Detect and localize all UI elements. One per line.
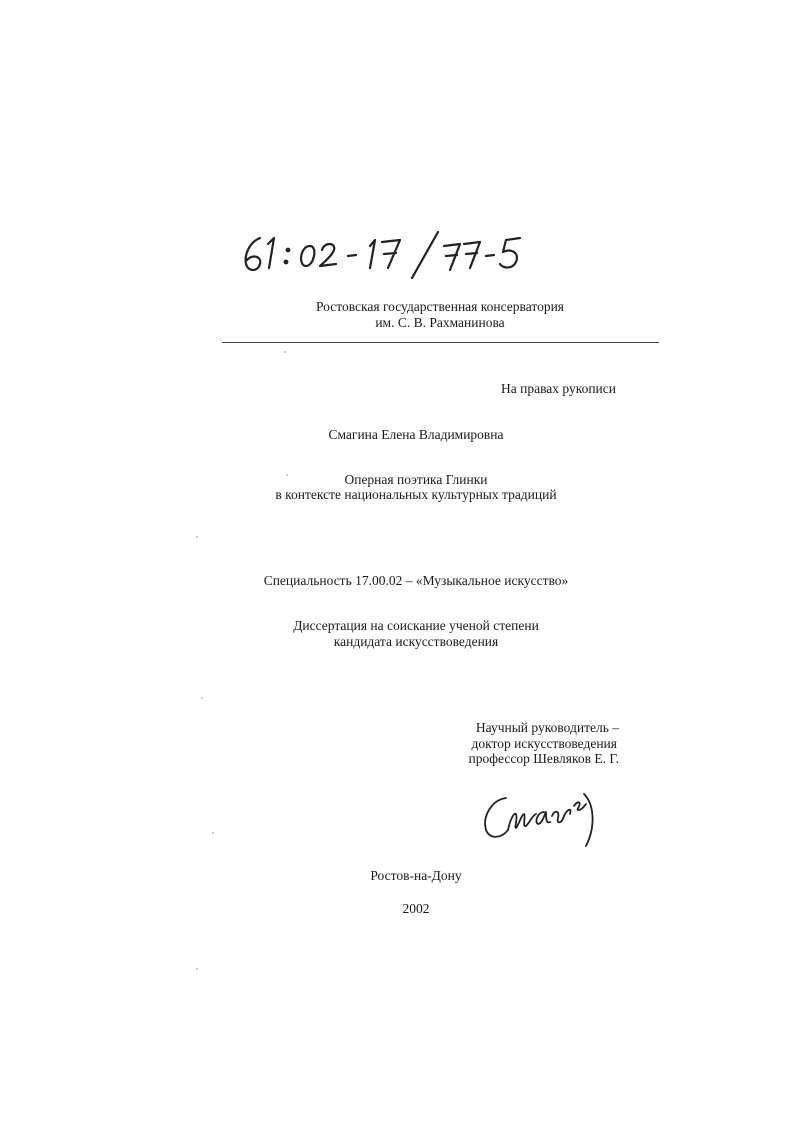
- author-name: Смагина Елена Владимировна: [328, 427, 504, 442]
- scan-speck: [196, 536, 198, 538]
- scan-speck: [196, 968, 198, 970]
- institution-name: Ростовская государственная консерватория: [316, 299, 564, 314]
- degree-line-2: кандидата искусствоведения: [333, 634, 499, 649]
- scan-speck: [284, 351, 286, 353]
- header-divider: [222, 342, 659, 343]
- degree-line-1: Диссертация на соискание ученой степени: [293, 618, 539, 633]
- scan-speck: [201, 697, 203, 699]
- dissertation-title-line-1: Оперная поэтика Глинки: [344, 472, 488, 487]
- supervisor-name: профессор Шевляков Е. Г.: [468, 751, 619, 766]
- specialty: Специальность 17.00.02 – «Музыкальное искусство»: [263, 573, 569, 588]
- city: Ростов-на-Дону: [370, 868, 462, 883]
- scan-speck: [212, 832, 214, 834]
- supervisor-role: Научный руководитель –: [475, 720, 619, 735]
- author-signature: [478, 782, 608, 854]
- dissertation-title-line-2: в контексте национальных культурных традиций: [275, 487, 557, 502]
- institution-dedication: им. С. В. Рахманинова: [375, 315, 505, 330]
- supervisor-degree: доктор искусствоведения: [471, 736, 617, 751]
- year: 2002: [402, 901, 430, 916]
- handwritten-archive-number: [238, 228, 528, 280]
- manuscript-note: На правах рукописи: [500, 381, 616, 396]
- scan-speck: [286, 474, 288, 476]
